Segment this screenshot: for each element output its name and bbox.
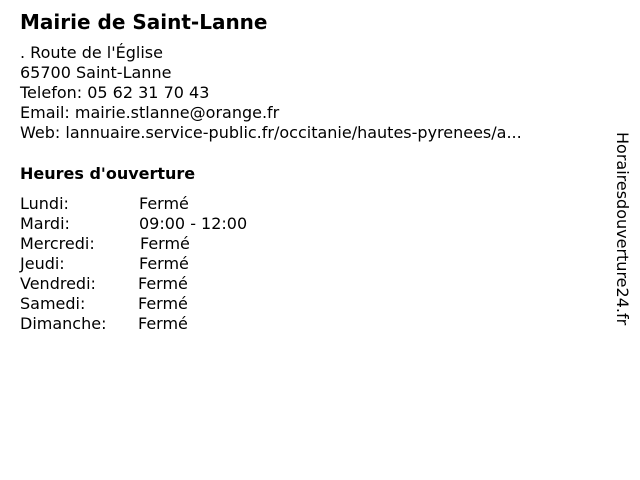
site-watermark xyxy=(612,132,636,382)
day-hours: Fermé xyxy=(140,234,190,253)
address-street: . Route de l'Église xyxy=(20,43,163,62)
web-label: Web: xyxy=(20,123,61,142)
day-hours: Fermé xyxy=(138,274,188,293)
day-label: Samedi: xyxy=(20,294,86,313)
site-watermark-text: Horairesdouverture24.fr xyxy=(613,132,632,326)
day-hours: 09:00 - 12:00 xyxy=(139,214,248,233)
day-label: Jeudi: xyxy=(20,254,65,273)
web-line xyxy=(20,123,522,143)
email-line xyxy=(20,103,522,123)
day-hours: Fermé xyxy=(139,194,189,213)
address-block xyxy=(20,43,522,143)
phone-line xyxy=(20,83,522,103)
web-link[interactable]: lannuaire.service-public.fr/occitanie/hautes-pyrenees/a... xyxy=(65,123,522,142)
address-city: 65700 Saint-Lanne xyxy=(20,63,172,82)
day-hours: Fermé xyxy=(138,294,188,313)
opening-hours-heading: Heures d'ouverture xyxy=(20,164,196,183)
day-label: Mercredi: xyxy=(20,234,95,253)
page-title: Mairie de Saint-Lanne xyxy=(20,10,268,34)
day-hours: Fermé xyxy=(138,314,188,333)
phone-number[interactable]: 05 62 31 70 43 xyxy=(87,83,210,102)
phone-label: Telefon: xyxy=(20,83,83,102)
day-label: Dimanche: xyxy=(20,314,107,333)
day-label: Mardi: xyxy=(20,214,70,233)
day-label: Vendredi: xyxy=(20,274,96,293)
day-label: Lundi: xyxy=(20,194,69,213)
email-address[interactable]: mairie.stlanne@orange.fr xyxy=(74,103,280,122)
day-hours: Fermé xyxy=(139,254,189,273)
email-label: Email: xyxy=(20,103,70,122)
